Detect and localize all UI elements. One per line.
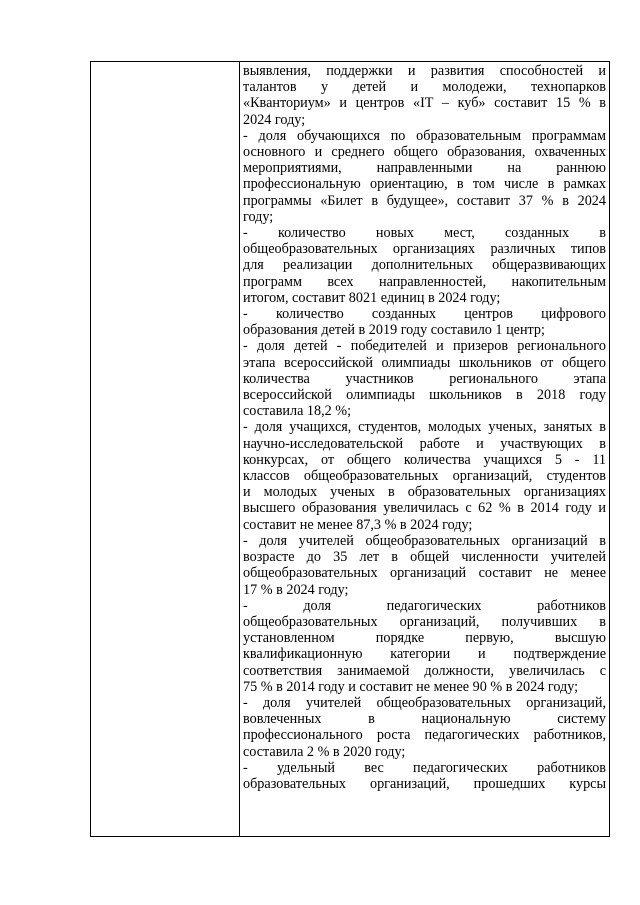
text-line: установленном порядке первую, высшую (243, 630, 606, 647)
text-line: всероссийской олимпиады школьников в 2018 году (243, 387, 606, 404)
text-line: возрасте до 35 лет в общей численности учителей (243, 549, 606, 566)
text-line: - доля учителей общеобразовательных организаций, (243, 694, 606, 711)
text-line: вовлеченных в национальную систему (243, 711, 606, 728)
text-line: году; (243, 208, 274, 225)
text-line: количества участников регионального этапа (243, 370, 606, 387)
text-line: - доля обучающихся по образовательным программам (243, 127, 606, 144)
text-line: итогом, составит 8021 единиц в 2024 году; (243, 289, 501, 306)
text-line: выявления, поддержки и развития способностей и (243, 63, 606, 79)
document-table (90, 61, 610, 837)
text-line: классов общеобразовательных организаций, студентов (243, 468, 606, 485)
text-line: составила 2 % в 2020 году; (243, 743, 406, 760)
text-line: - доля педагогических работников (243, 597, 606, 614)
text-line: общеобразовательных организаций составит не менее (243, 565, 606, 582)
text-line: 75 % в 2014 году и составит не менее 90 % в 2024 году; (243, 678, 579, 695)
text-line: профессиональную ориентацию, в том числе в рамках (243, 176, 606, 193)
text-line: научно-исследовательской работе и участвующих в (243, 435, 606, 452)
text-line: - количество созданных центров цифрового (243, 306, 606, 323)
text-line: конкурсах, от общего количества учащихся 5 - 11 (243, 451, 606, 468)
text-line: для реализации дополнительных общеразвивающих (243, 257, 606, 274)
text-line: и молодых ученых в образовательных организациях (243, 484, 606, 501)
text-line: - удельный вес педагогических работников (243, 759, 606, 776)
text-line: общеобразовательных организациях различных типов (243, 241, 606, 258)
text-line: мероприятиями, направленными на раннюю (243, 160, 606, 177)
text-line: - доля учащихся, студентов, молодых ученых, занятых в (243, 419, 606, 436)
text-line: основного и среднего общего образования, охваченных (243, 144, 606, 161)
text-line: «Кванториум» и центров «IT – куб» составит 15 % в (243, 95, 606, 112)
text-line: образовательных организаций, прошедших курсы (243, 775, 606, 792)
empty-left-cell (91, 62, 240, 836)
text-line: талантов у детей и молодежи, технопарков (243, 79, 606, 96)
text-line: - количество новых мест, созданных в (243, 225, 606, 242)
text-line: высшего образования увеличилась с 62 % в 2014 году и (243, 500, 606, 517)
text-line: составит не менее 87,3 % в 2024 году; (243, 516, 473, 533)
text-line: программы «Билет в будущее», составит 37 % в 2024 (243, 192, 606, 209)
text-line: 17 % в 2024 году; (243, 581, 349, 598)
text-line: этапа всероссийской олимпиады школьников от общего (243, 354, 606, 371)
text-line: - доля учителей общеобразовательных организаций в (243, 532, 606, 549)
indicators-text-cell (240, 62, 609, 836)
text-line: квалификационную категории и подтверждение (243, 646, 606, 663)
text-line: программ всех направленностей, накопительным (243, 273, 606, 290)
text-line: соответствия занимаемой должности, увеличилась с (243, 662, 606, 679)
text-line: профессионального роста педагогических работников, (243, 727, 606, 744)
text-line: 2024 году; (243, 111, 306, 128)
text-line: образования детей в 2019 году составило 1 центр; (243, 322, 545, 339)
text-line: - доля детей - победителей и призеров регионального (243, 338, 606, 355)
text-line: составила 18,2 %; (243, 403, 352, 420)
text-line: общеобразовательных организаций, получивших в (243, 613, 606, 630)
